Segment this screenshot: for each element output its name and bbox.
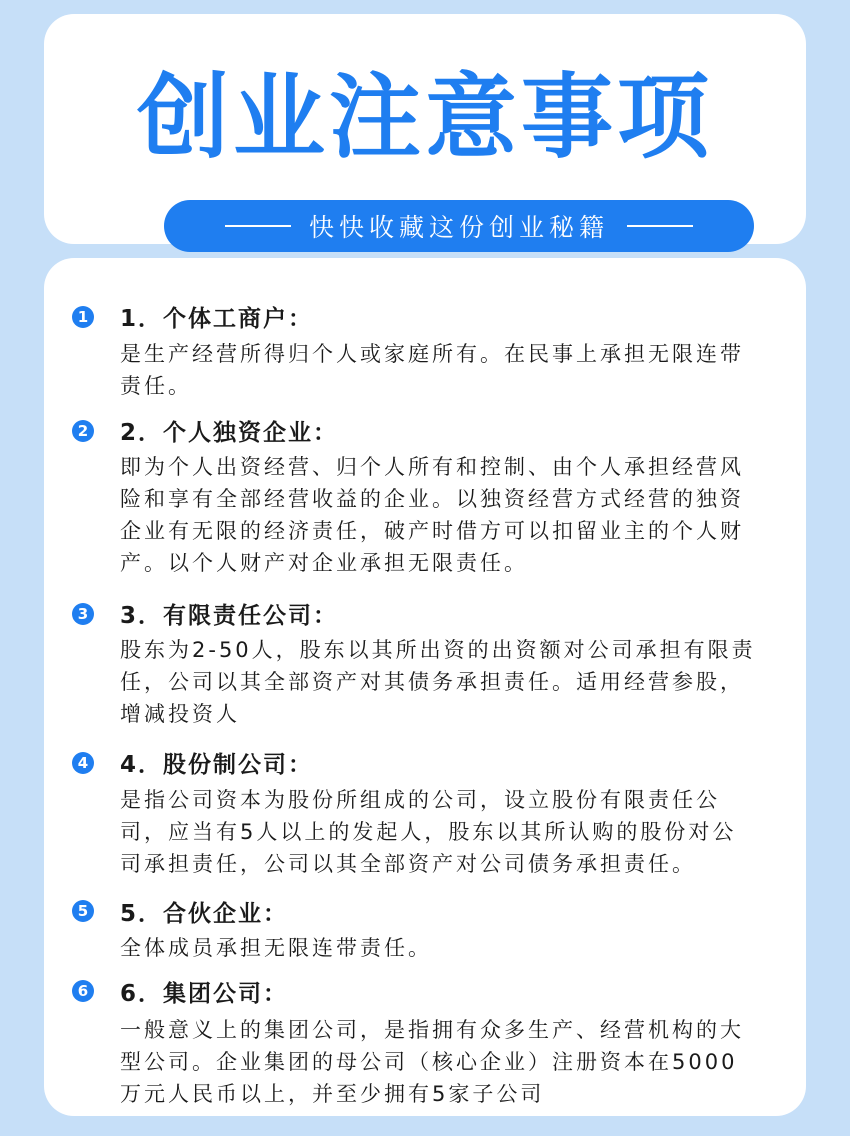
number-6-icon: 6: [72, 980, 94, 1002]
content-card: [44, 258, 806, 1116]
item-body: 是指公司资本为股份所组成的公司，设立股份有限责任公司，应当有5人以上的发起人，股东以其所认购的股份对公司承担责任，公司以其全部资产对公司债务承担责任。: [120, 788, 737, 876]
item-heading: 6．集团公司：: [120, 981, 289, 1007]
item-heading: 5．合伙企业：: [120, 901, 289, 927]
item-body: 即为个人出资经营、归个人所有和控制、由个人承担经营风险和享有全部经营收益的企业。以独资经营方式经营的独资企业有无限的经济责任，破产时借方可以扣留业主的个人财产。以个人财产对企业承担无限责任。: [120, 455, 744, 575]
number-4-icon: 4: [72, 752, 94, 774]
item-body: 是生产经营所得归个人或家庭所有。在民事上承担无限连带责任。: [120, 342, 744, 398]
item-heading: 3．有限责任公司：: [120, 603, 339, 629]
item-heading: 1．个体工商户：: [120, 306, 314, 332]
subtitle-banner: [164, 200, 754, 252]
item-body: 全体成员承担无限连带责任。: [120, 936, 432, 960]
item-heading: 4．股份制公司：: [120, 752, 314, 778]
item-heading: 2．个人独资企业：: [120, 420, 339, 446]
right-dash-decoration: [627, 225, 693, 227]
page-title: 创业注意事项: [136, 64, 713, 171]
item-body: 一般意义上的集团公司，是指拥有众多生产、经营机构的大型公司。企业集团的母公司（核心企业）注册资本在5000万元人民币以上，并至少拥有5家子公司: [120, 1018, 744, 1106]
subtitle-text: 快快收藏这份创业秘籍: [308, 213, 609, 242]
header-card: [44, 14, 806, 244]
item-body: 股东为2-50人，股东以其所出资的出资额对公司承担有限责任，公司以其全部资产对其债务承担责任。适用经营参股，增减投资人: [120, 638, 756, 726]
number-2-icon: 2: [72, 420, 94, 442]
number-5-icon: 5: [72, 900, 94, 922]
number-1-icon: 1: [72, 306, 94, 328]
number-3-icon: 3: [72, 603, 94, 625]
left-dash-decoration: [225, 225, 291, 227]
